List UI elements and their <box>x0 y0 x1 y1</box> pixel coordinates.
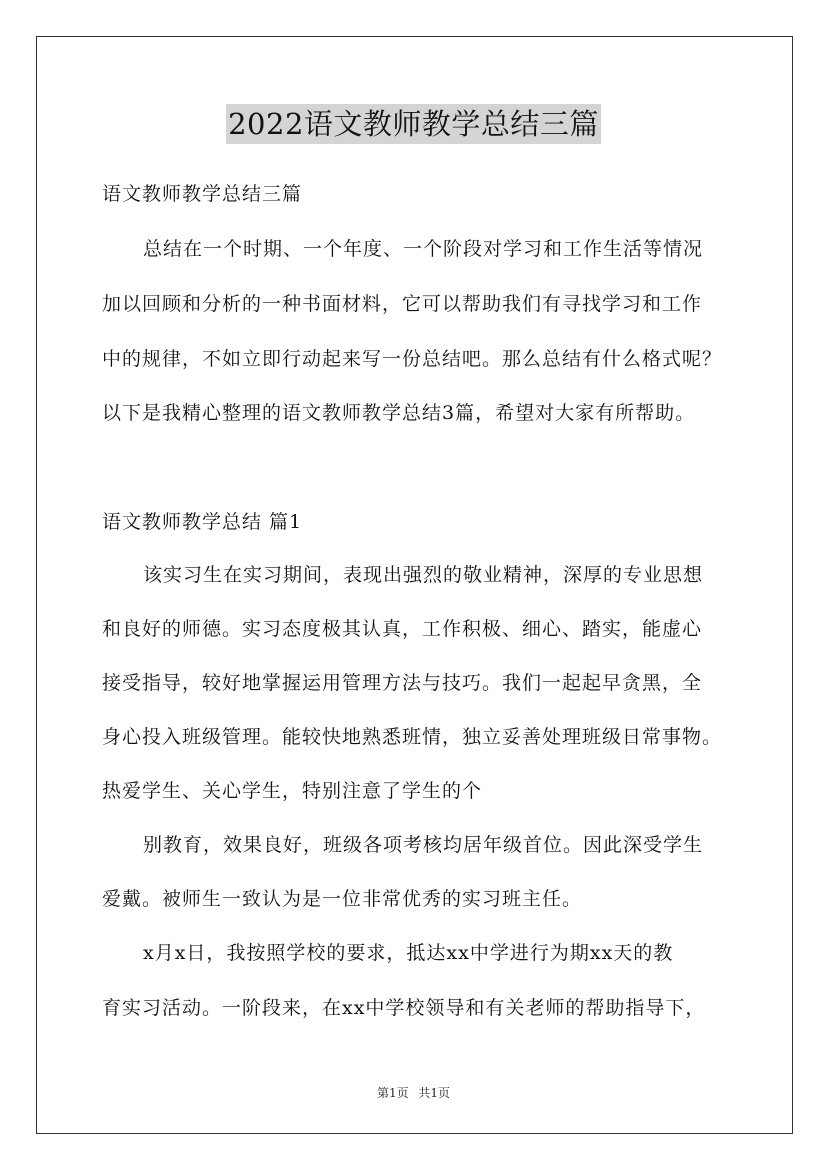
page-total: 共1页 <box>418 1086 451 1100</box>
paragraph-line: 以下是我精心整理的语文教师教学总结3篇，希望对大家有所帮助。 <box>102 402 696 424</box>
paragraph-line: 育实习活动。一阶段来，在xx中学校领导和有关老师的帮助指导下， <box>102 997 706 1019</box>
paragraph-line: 中的规律，不如立即行动起来写一份总结吧。那么总结有什么格式呢？ <box>102 348 723 370</box>
paragraph-line: 该实习生在实习期间，表现出强烈的敬业精神，深厚的专业思想 <box>143 564 704 586</box>
paragraph-line: 别教育，效果良好，班级各项考核均居年级首位。因此深受学生 <box>143 834 704 856</box>
paragraph-line: x月x日，我按照学校的要求，抵达xx中学进行为期xx天的教 <box>143 942 674 964</box>
paragraph-line: 身心投入班级管理。能较快地熟悉班情，独立妥善处理班级日常事物。 <box>102 726 723 748</box>
subtitle: 语文教师教学总结三篇 <box>102 183 303 205</box>
paragraph-line: 加以回顾和分析的一种书面材料，它可以帮助我们有寻找学习和工作 <box>102 293 703 315</box>
paragraph-line: 接受指导，较好地掌握运用管理方法与技巧。我们一起起早贪黑，全 <box>102 672 703 694</box>
paragraph-line: 热爱学生、关心学生，特别注意了学生的个 <box>102 780 483 802</box>
section-heading: 语文教师教学总结 篇1 <box>102 511 303 533</box>
paragraph-line: 总结在一个时期、一个年度、一个阶段对学习和工作生活等情况 <box>143 238 704 260</box>
page-number: 第1页 <box>376 1086 409 1100</box>
page-footer <box>0 1084 827 1101</box>
paragraph-line: 爱戴。被师生一致认为是一位非常优秀的实习班主任。 <box>102 888 583 910</box>
paragraph-line: 和良好的师德。实习态度极其认真，工作积极、细心、踏实，能虚心 <box>102 618 703 640</box>
document-title: 2022语文教师教学总结三篇 <box>226 104 601 144</box>
